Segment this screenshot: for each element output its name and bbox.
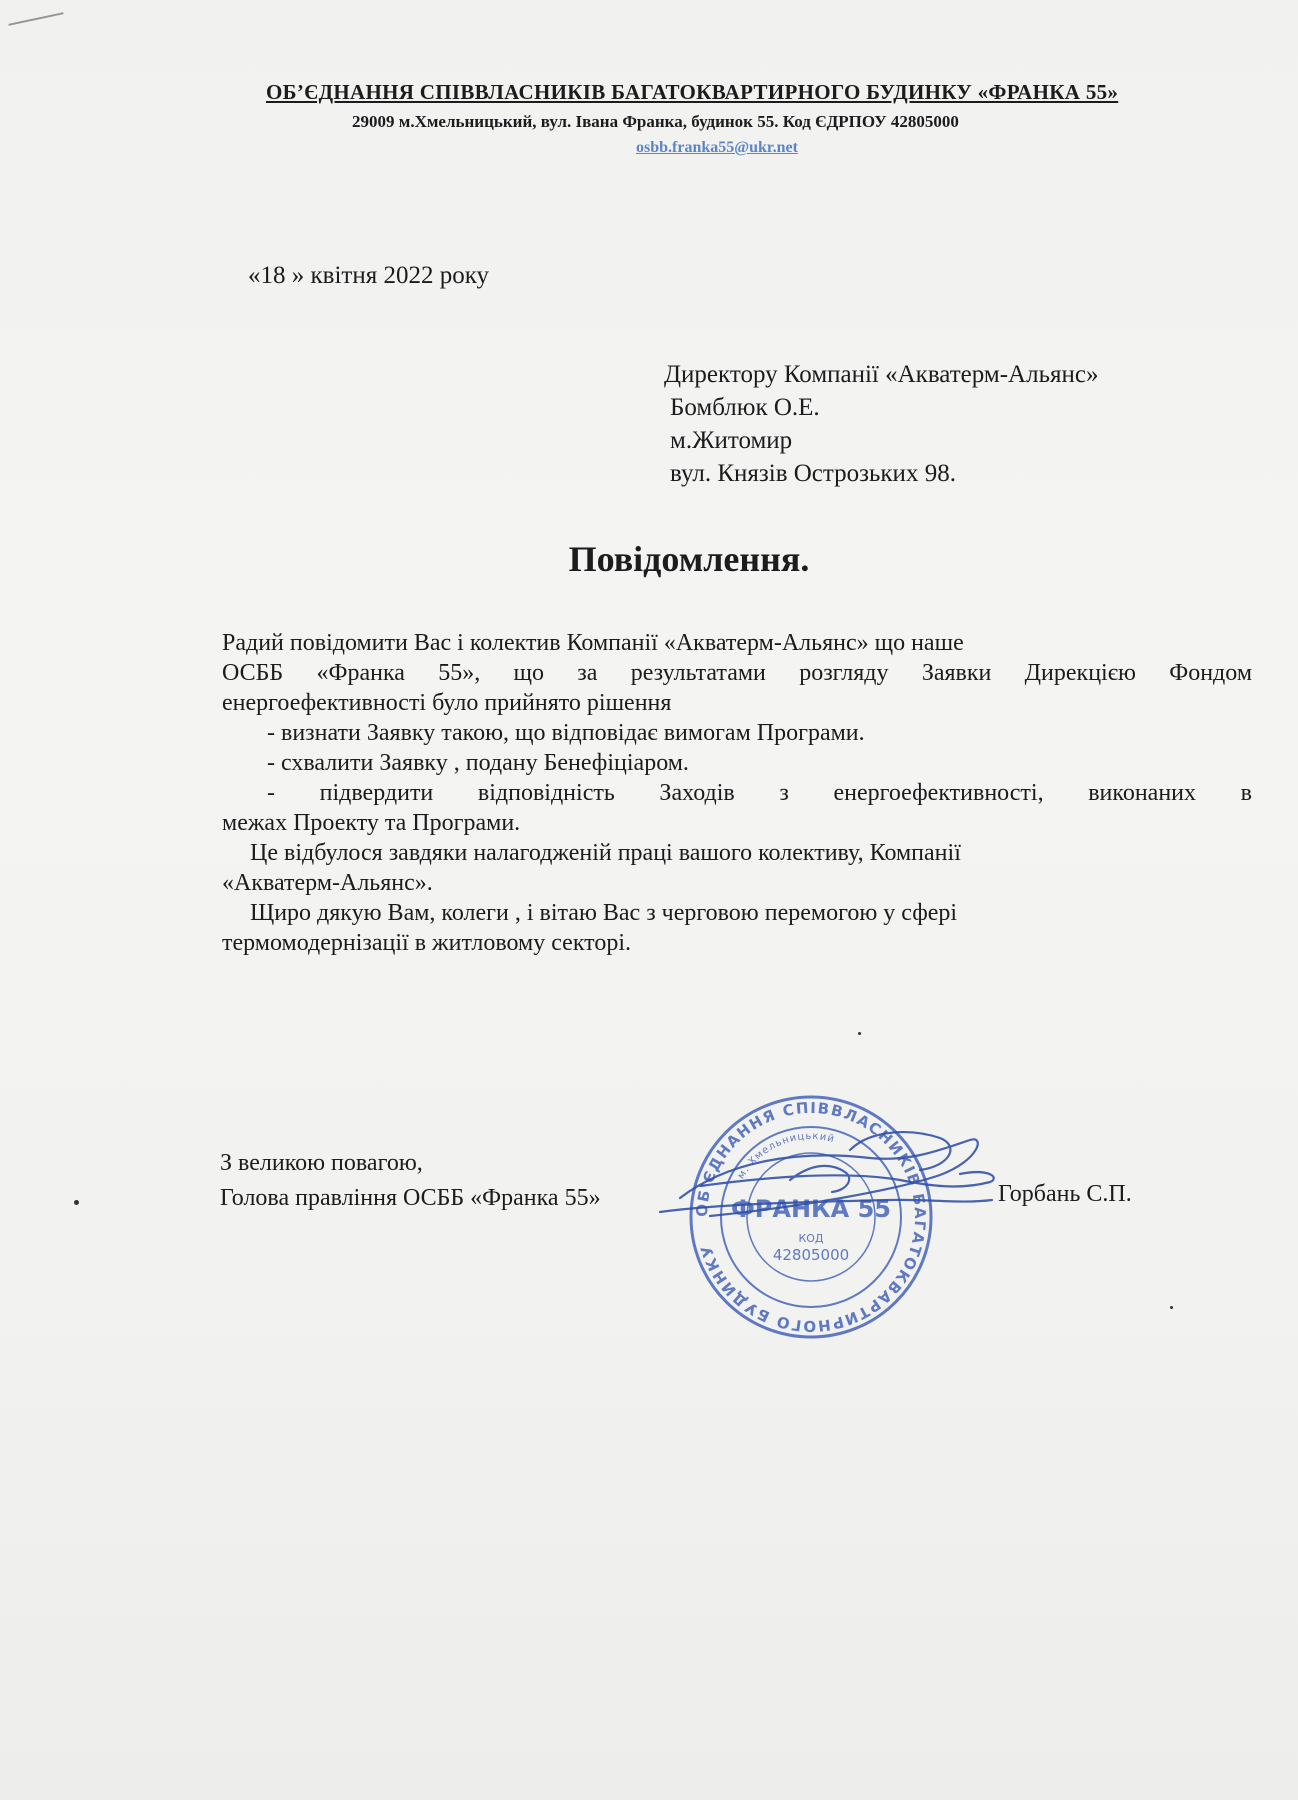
organization-address: 29009 м.Хмельницький, вул. Івана Франка, будинок 55. Код ЄДРПОУ 42805000 [352,112,959,131]
body-line: межах Проекту та Програми. [222,810,521,836]
decision-item: - підвердити відповідність Заходів з енергоефективності, виконаних в [267,780,1252,806]
speck-mark [1170,1306,1173,1309]
closing-regards: З великою повагою, [220,1150,423,1176]
addressee-name: Бомблюк О.Е. [670,394,820,421]
stamp-center-text: ФРАНКА 55 [731,1195,891,1223]
stamp-code-label: КОД [798,1232,824,1245]
letter-body [222,628,1252,958]
stamp-code: 42805000 [772,1246,850,1264]
body-line: Це відбулося завдяки налагодженій праці вашого колективу, Компанії [250,840,961,866]
scan-edge-mark [8,12,63,26]
body-line: Радий повідомити Вас і колектив Компанії «Акватерм-Альянс» що наше [222,630,964,656]
speck-mark [74,1200,79,1205]
document-title: Повідомлення. [568,539,810,579]
document-date: «18 » квітня 2022 року [248,262,489,289]
addressee-block [664,358,1098,490]
body-line: енергоефективності було прийнято рішення [222,690,672,716]
handwritten-signature [640,1120,1000,1230]
addressee-street: вул. Князів Острозьких 98. [670,460,956,487]
body-line: ОСББ «Франка 55», що за результатами розгляду Заявки Дирекцією Фондом [222,660,1252,686]
organization-email-link[interactable]: osbb.franka55@ukr.net [636,139,798,156]
signer-position: Голова правління ОСББ «Франка 55» [220,1185,601,1211]
decision-item: - визнати Заявку такою, що відповідає вимогам Програми. [267,720,865,746]
body-line: «Акватерм-Альянс». [222,870,433,896]
body-line: Щиро дякую Вам, колеги , і вітаю Вас з черговою перемогою у сфері [250,900,958,926]
body-line: термомодернізації в житловому секторі. [222,930,631,956]
addressee-city: м.Житомир [670,427,793,454]
decision-item: - схвалити Заявку , подану Бенефіціаром. [267,750,689,776]
closing-block [220,1146,601,1216]
stamp-inner-text: м. Хмельницький [735,1130,837,1181]
stamp-ring-text: ОБ'ЄДНАННЯ СПІВВЛАСНИКІВ БАГАТОКВАРТИРНОГО БУДИНКУ [692,1098,930,1336]
signer-name: Горбань С.П. [998,1181,1132,1207]
speck-mark [858,1032,861,1035]
organization-name: ОБ’ЄДНАННЯ СПІВВЛАСНИКІВ БАГАТОКВАРТИРНОГО БУДИНКУ «ФРАНКА 55» [266,80,1119,104]
addressee-position: Директору Компанії «Акватерм-Альянс» [664,361,1099,388]
